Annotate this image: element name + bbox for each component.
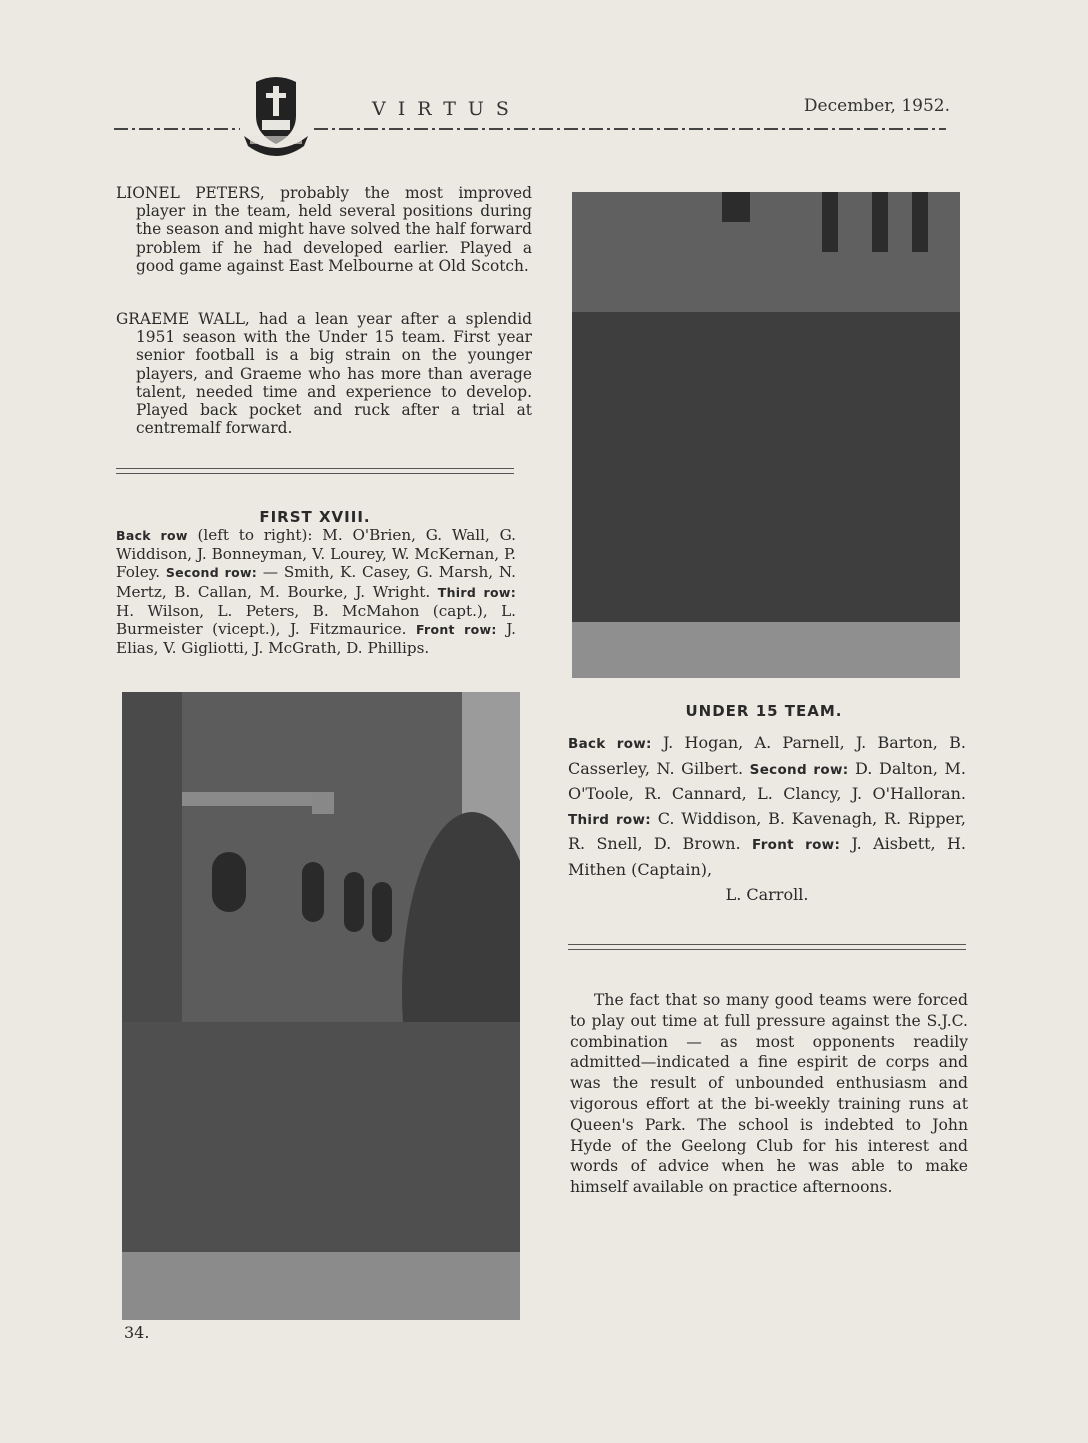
under15-photo: [572, 192, 960, 678]
third-row-label: Third row:: [568, 811, 651, 828]
section-divider: [116, 468, 514, 474]
back-row-label: Back row: [116, 528, 188, 543]
third-row-names: H. Wilson, L. Peters, B. McMahon (capt.), L. Burmeister (vicept.), J. Fitzmaurice.: [116, 601, 516, 639]
player-note-peters: LIONEL PETERS, probably the most improved player in the team, held several positions during the season and might have solved the half forward problem if he had developed earlier. Played a good game against East Melbourne at Old Scotch.: [116, 184, 532, 275]
front-row-label: Front row:: [752, 837, 841, 854]
under15-title: UNDER 15 TEAM.: [685, 702, 843, 720]
front-row-names: J. Elias, V. Gigliotti, J. McGrath, D. Phillips.: [116, 620, 516, 658]
second-row-names: — Smith, K. Casey, G. Marsh, N. Mertz, B. Callan, M. Bourke, J. Wright.: [116, 563, 516, 601]
first-xviii-title: FIRST XVIII.: [259, 508, 371, 526]
second-row-label: Second row:: [165, 565, 258, 581]
front-row-label: Front row:: [415, 622, 497, 638]
header-rule-left: [114, 128, 240, 130]
issue-date: December, 1952.: [803, 96, 950, 116]
under15-caption: [568, 731, 966, 907]
team-photo-illustration: [122, 692, 520, 1320]
first-xviii-photo: [122, 692, 520, 1320]
section-divider: [568, 944, 966, 950]
third-row-names: C. Widdison, B. Kavenagh, R. Ripper, R. Snell, D. Brown.: [568, 808, 967, 854]
front-row-last-name: L. Carroll.: [725, 884, 809, 904]
front-row-names: J. Aisbett, H. Mithen (Captain),: [568, 834, 967, 879]
third-row-label: Third row:: [437, 584, 516, 600]
page-number: 34.: [124, 1323, 150, 1342]
school-crest-icon: [242, 72, 310, 156]
team-photo-illustration: [572, 192, 960, 678]
back-row-names: J. Hogan, A. Parnell, J. Barton, B. Casserley, N. Gilbert.: [568, 733, 966, 778]
closing-paragraph: The fact that so many good teams were forced to play out time at full pressure against the S.J.C. combination — as most opponents readily admitted—indicated a fine espirit de corps and was the result of unbounded enthusiasm and vigorous effort at the bi-weekly training runs at Queen's Park. The school is indebted to John Hyde of the Geelong Club for his interest and words of advice when he was able to make himself available on practice afternoons.: [570, 991, 968, 1197]
player-note-wall: GRAEME WALL, had a lean year after a splendid 1951 season with the Under 15 team. First year senior football is a big strain on the younger players, and Graeme who has more than average talent, needed time and experience to develop. Played back pocket and ruck after a trial at centremalf forward.: [116, 310, 532, 438]
back-row-label: Back row:: [568, 736, 652, 752]
back-row-names: (left to right): M. O'Brien, G. Wall, G. Widdison, J. Bonneyman, V. Lourey, W. McKernan, P. Foley.: [116, 526, 516, 582]
second-row-names: D. Dalton, M. O'Toole, R. Cannard, L. Clancy, J. O'Halloran.: [568, 758, 966, 804]
first-xviii-caption: [116, 526, 516, 657]
second-row-label: Second row:: [749, 761, 849, 778]
magazine-title: VIRTUS: [372, 98, 521, 120]
header-rule-right: [314, 128, 946, 130]
